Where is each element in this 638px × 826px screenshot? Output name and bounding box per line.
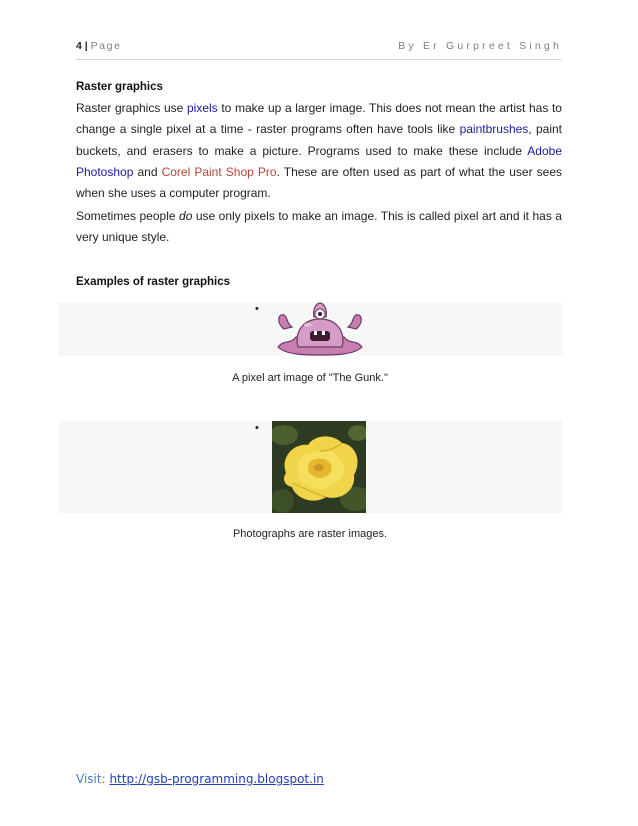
paragraph-raster-intro: Raster graphics use pixels to make up a larger image. This does not mean the artist has to change a single pixel at a time - raster programs often have tools like paintbrushes, paint buckets, and erasers to make a picture. Programs used to make these include Adobe Photoshop and Corel Paint Shop Pro. These are often used as part of what the user sees when she uses a computer program.	[76, 101, 562, 201]
page-label: Page	[90, 40, 122, 52]
page-header	[76, 40, 562, 60]
paragraph-pixel-art: Sometimes people do use only pixels to make an image. This is called pixel art and it has a very unique style.	[76, 209, 562, 245]
page-footer	[76, 772, 324, 786]
gunk-pixel-art-image	[274, 301, 366, 357]
bullet-1: •	[255, 303, 259, 315]
section-heading-examples: Examples of raster graphics	[76, 276, 231, 288]
footer-blog-link[interactable]: http://gsb-programming.blogspot.in	[109, 772, 324, 786]
link-corel-paint-shop-pro[interactable]: Corel Paint Shop Pro	[161, 164, 277, 179]
page-number-label: 4 | Page	[76, 40, 122, 52]
link-pixels[interactable]: pixels	[186, 101, 218, 115]
page-number: 4	[76, 40, 82, 52]
yellow-rose-photo	[272, 421, 366, 513]
bullet-2: •	[255, 422, 259, 434]
caption-gunk: A pixel art image of "The Gunk."	[232, 372, 388, 384]
link-paintbrushes[interactable]: paintbrushes	[459, 122, 529, 137]
footer-visit-label: Visit:	[76, 772, 110, 786]
link-adobe-photoshop[interactable]: Adobe Photoshop	[76, 143, 562, 179]
section-heading-raster: Raster graphics	[76, 81, 163, 93]
author-label: By Er Gurpreet Singh	[398, 40, 562, 52]
emphasis-do: do	[179, 209, 193, 223]
caption-rose: Photographs are raster images.	[232, 528, 388, 540]
